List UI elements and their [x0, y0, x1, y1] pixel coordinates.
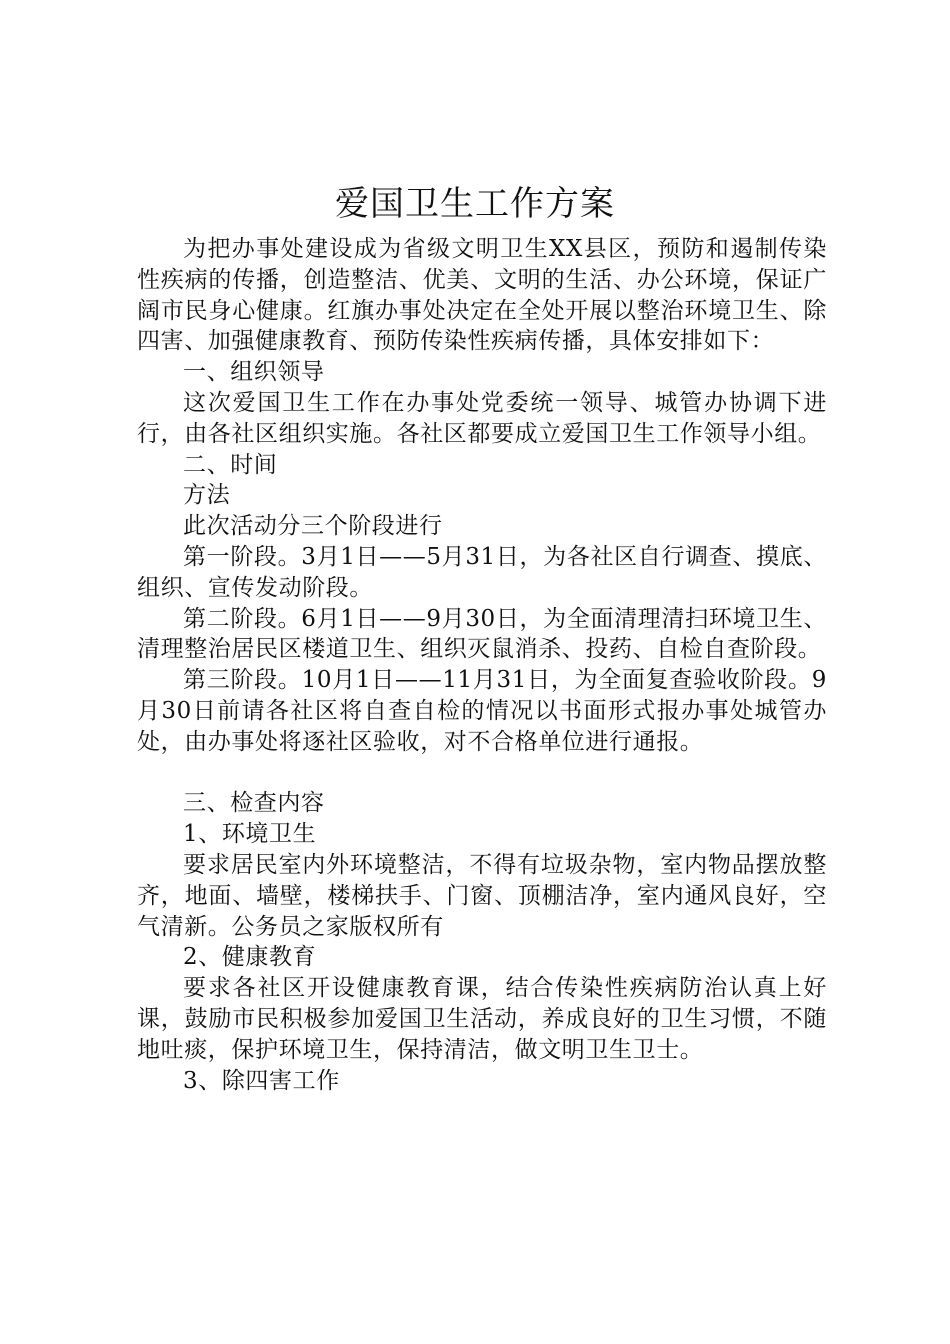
- subheading-four-pests: 3、除四害工作: [183, 1067, 340, 1094]
- subheading-environment: 1、环境卫生: [183, 821, 317, 848]
- stage-one-paragraph: 第一阶段。3月1日——5月31日，为各社区自行调查、摸底、组织、宣传发动阶段。: [137, 543, 827, 601]
- stages-intro: 此次活动分三个阶段进行: [183, 513, 443, 540]
- subheading-health-education: 2、健康教育: [183, 944, 317, 971]
- stage-two-paragraph: 第二阶段。6月1日——9月30日，为全面清理清扫环境卫生、清理整治居民区楼道卫生、组织灭鼠消杀、投药、自检自查阶段。: [137, 605, 827, 663]
- section-heading-time: 二、时间: [183, 451, 278, 478]
- document-body: [137, 234, 827, 1096]
- method-line: 方法: [183, 482, 231, 509]
- paragraph-gap: [137, 758, 827, 789]
- organization-paragraph: 这次爱国卫生工作在办事处党委统一领导、城管办协调下进行，由各社区组织实施。各社区都要成立爱国卫生工作领导小组。: [137, 389, 827, 447]
- section-heading-inspection: 三、检查内容: [183, 790, 325, 817]
- section-heading-organization: 一、组织领导: [183, 359, 325, 386]
- stage-three-paragraph: 第三阶段。10月1日——11月31日，为全面复查验收阶段。9月30日前请各社区将自查自检的情况以书面形式报办事处城管办处，由办事处将逐社区验收，对不合格单位进行通报。: [137, 667, 827, 755]
- intro-paragraph: 为把办事处建设成为省级文明卫生XX县区，预防和遏制传染性疾病的传播，创造整洁、优美、文明的生活、办公环境，保证广阔市民身心健康。红旗办事处决定在全处开展以整治环境卫生、除四害、加强健康教育、预防传染性疾病传播，具体安排如下：: [137, 236, 827, 355]
- document-title: 爱国卫生工作方案: [335, 184, 615, 224]
- environment-paragraph: 要求居民室内外环境整洁，不得有垃圾杂物，室内物品摆放整齐，地面、墙壁，楼梯扶手、门窗、顶棚洁净，室内通风良好，空气清新。公务员之家版权所有: [137, 851, 827, 940]
- health-education-paragraph: 要求各社区开设健康教育课，结合传染性疾病防治认真上好课，鼓励市民积极参加爱国卫生活动，养成良好的卫生习惯，不随地吐痰，保护环境卫生，保持清洁，做文明卫生卫士。: [137, 975, 827, 1063]
